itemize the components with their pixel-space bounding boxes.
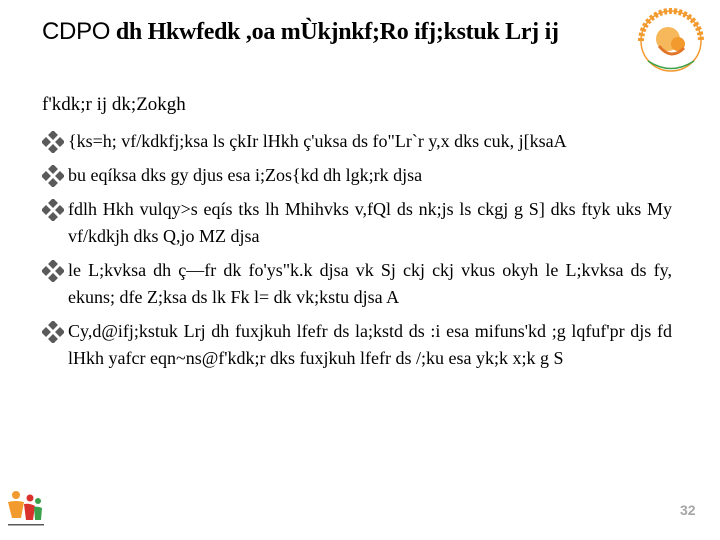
slide-title (42, 18, 602, 46)
diamond-bullet-icon (42, 128, 68, 155)
bullet-text: Cy,d@ifj;kstuk Lrj dh fuxjkuh lfefr ds la;kstd ds :i esa mifuns'kd ;g lqfuf'pr djs fd lHkh yafcr eqn~ns@f'kdk;r dks fuxjkuh lfefr ds /;ku esa yk;k x;k g S (68, 321, 672, 368)
diamond-bullet-icon (42, 318, 68, 345)
emblem-logo (626, 6, 716, 76)
bullet-text: le L;kvksa dh ç—fr dk fo'ys"k.k djsa vk Sj ckj ckj vkus okyh le L;kvksa ds fy, ekuns; dfe Z;ksa ds lk Fk l= dk vk;kstu djsa A (68, 260, 672, 307)
page-number: 32 (680, 502, 696, 518)
bullet-list (42, 128, 672, 379)
bullet-item (42, 162, 672, 189)
figures-logo (4, 486, 48, 530)
diamond-bullet-icon (42, 196, 68, 223)
bullet-item (42, 128, 672, 155)
diamond-bullet-icon (42, 162, 68, 189)
title-text: dh Hkwfedk ,oa mÙkjnkf;Ro ifj;kstuk Lrj ij (115, 19, 559, 45)
bullet-item (42, 318, 672, 372)
title-acronym: CDPO (42, 18, 111, 45)
bullet-text: {ks=h; vf/kdkfj;ksa ls çkIr lHkh ç'uksa ds fo"Lr`r y,x dks cuk, j[ksaA (68, 131, 567, 151)
bullet-text: bu eqíksa dks gy djus esa i;Zos{kd dh lgk;rk djsa (68, 165, 423, 185)
bullet-item (42, 196, 672, 250)
diamond-bullet-icon (42, 257, 68, 284)
bullet-text: fdlh Hkh vulqy>s eqís tks lh Mhihvks v,fQl ds nk;js ls ckgj g S] dks ftyk uks My vf/kdkjh dks Q,jo MZ djsa (68, 199, 672, 246)
bullet-item (42, 257, 672, 311)
section-heading: f'kdk;r ij dk;Zokgh (42, 94, 186, 115)
